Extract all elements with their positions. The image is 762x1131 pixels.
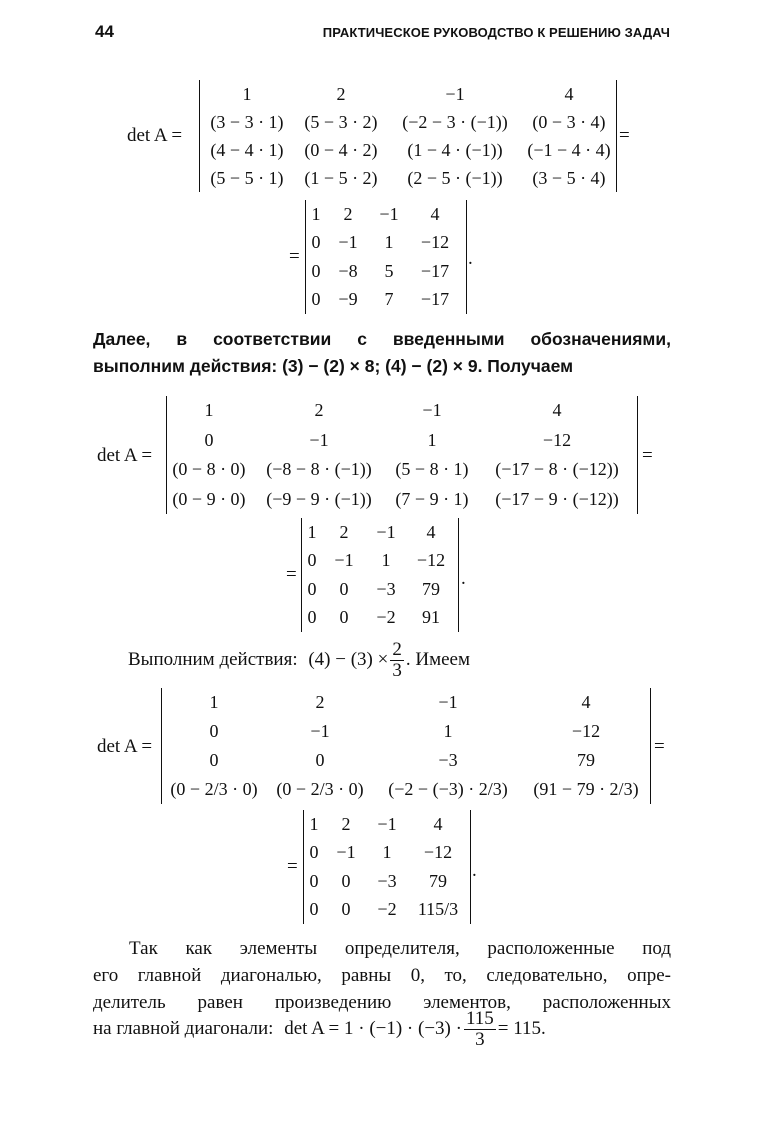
matrix-cell: 0 (307, 607, 317, 628)
matrix-cell: 1 (381, 550, 391, 571)
operation-expression: (4) − (3) × (308, 649, 389, 670)
fraction-numerator: 115 (465, 1008, 494, 1030)
matrix-cell: (−17 − 8 · (−12)) (495, 459, 619, 480)
matrix-cell: 2 (341, 813, 351, 834)
matrix-cell: (7 − 9 · 1) (395, 488, 469, 509)
matrix-cell: −1 (338, 232, 358, 253)
text-line: его главной диагональю, равны 0, то, следовательно, опре- (93, 965, 671, 986)
matrix-cell: (−8 − 8 · (−1)) (266, 459, 372, 480)
matrix-cell: −1 (310, 721, 330, 741)
matrix-cell: −17 (420, 289, 450, 310)
matrix-cell: (−9 − 9 · (−1)) (266, 488, 372, 509)
fraction-denominator: 3 (392, 660, 402, 682)
determinant-matrix (166, 396, 638, 514)
text-line: Далее, в соответствии с введенными обозначениями, (93, 329, 671, 349)
matrix-cell: 2 (336, 83, 346, 104)
matrix-cell: 1 (209, 692, 219, 712)
matrix-cell: 115/3 (417, 899, 459, 920)
matrix-cell: −3 (376, 578, 396, 599)
page-number: 44 (95, 22, 114, 41)
paragraph-1 (93, 326, 671, 380)
fraction-denominator: 3 (475, 1029, 485, 1051)
matrix-cell: 0 (339, 578, 349, 599)
matrix-cell: −12 (416, 550, 446, 571)
det-label: det A = (97, 445, 153, 466)
equals-sign: = (286, 564, 297, 585)
matrix-cell: −1 (422, 400, 442, 421)
matrix-cell: (0 − 2/3 · 0) (170, 779, 258, 799)
matrix-cell: 2 (343, 203, 353, 224)
result-matrix (305, 200, 467, 314)
matrix-cell: 2 (314, 400, 324, 421)
matrix-cell: 0 (311, 289, 321, 310)
matrix-cell: (−17 − 9 · (−12)) (495, 488, 619, 509)
matrix-cell: (5 − 5 · 1) (210, 167, 284, 188)
matrix-cell: (1 − 5 · 2) (304, 167, 378, 188)
matrix-cell: 0 (311, 260, 321, 281)
matrix-cell: (91 − 79 · 2/3) (533, 779, 639, 799)
matrix-cell: −3 (377, 870, 397, 891)
matrix-cell: (0 − 2/3 · 0) (276, 779, 364, 799)
matrix-cell: (−2 − 3 · (−1)) (402, 111, 508, 132)
product-expression: det A = 1 · (−1) · (−3) · (284, 1018, 462, 1039)
matrix-cell: 4 (552, 400, 562, 421)
matrix-cell: 0 (315, 750, 325, 770)
matrix-cell: −1 (334, 550, 354, 571)
determinant-matrix (161, 688, 651, 804)
matrix-cell: −1 (376, 521, 396, 542)
matrix-cell: 1 (307, 521, 317, 542)
paragraph-3 (93, 935, 671, 1016)
matrix-cell: −8 (338, 260, 358, 281)
result-value: = 115. (497, 1018, 546, 1039)
matrix-cell: 0 (309, 899, 319, 920)
matrix-cell: 0 (309, 870, 319, 891)
matrix-cell: (3 − 5 · 4) (532, 167, 606, 188)
result-matrix (301, 518, 459, 632)
matrix-cell: 0 (307, 578, 317, 599)
text-line: делитель равен произведению элементов, расположенных (93, 992, 671, 1013)
matrix-cell: −12 (423, 842, 453, 863)
matrix-cell: 4 (564, 83, 574, 104)
matrix-cell: 1 (309, 813, 319, 834)
matrix-cell: 79 (429, 870, 447, 891)
matrix-cell: 0 (204, 429, 214, 450)
matrix-cell: 79 (422, 578, 440, 599)
result-matrix (303, 810, 471, 924)
matrix-cell: 4 (433, 813, 443, 834)
matrix-cell: (−2 − (−3) · 2/3) (388, 779, 508, 799)
matrix-cell: −1 (377, 813, 397, 834)
text-line: Так как элементы определителя, расположенные под (129, 938, 671, 959)
matrix-cell: −12 (420, 232, 450, 253)
det-label: det A = (97, 736, 153, 757)
det-label: det A = (127, 125, 183, 146)
equals-sign: = (654, 736, 665, 757)
matrix-cell: (0 − 3 · 4) (532, 111, 606, 132)
matrix-cell: 1 (204, 400, 214, 421)
matrix-cell: −1 (438, 692, 458, 712)
matrix-cell: 0 (341, 870, 351, 891)
paragraph-2 (128, 640, 470, 681)
matrix-cell: 1 (443, 721, 453, 741)
matrix-cell: 2 (315, 692, 325, 712)
matrix-cell: 1 (311, 203, 321, 224)
matrix-cell: 91 (422, 607, 440, 628)
matrix-cell: 2 (339, 521, 349, 542)
matrix-cell: (5 − 3 · 2) (304, 111, 378, 132)
matrix-cell: −1 (336, 842, 356, 863)
matrix-cell: 1 (382, 842, 392, 863)
matrix-cell: 1 (384, 232, 394, 253)
matrix-cell: 4 (581, 692, 591, 712)
matrix-cell: −2 (377, 899, 397, 920)
matrix-cell: −1 (309, 429, 329, 450)
matrix-cell: (3 − 3 · 1) (210, 111, 284, 132)
equals-sign: = (289, 246, 300, 267)
matrix-cell: (0 − 4 · 2) (304, 139, 378, 160)
matrix-cell: (1 − 4 · (−1)) (407, 139, 503, 160)
matrix-cell: 0 (311, 232, 321, 253)
running-title: ПРАКТИЧЕСКОЕ РУКОВОДСТВО К РЕШЕНИЮ ЗАДАЧ (322, 25, 670, 40)
matrix-cell: −17 (420, 260, 450, 281)
matrix-cell: 0 (209, 750, 219, 770)
page-header (95, 22, 670, 46)
text-run: на главной диагонали: (93, 1018, 274, 1039)
matrix-cell: 79 (577, 750, 595, 770)
matrix-cell: (−1 − 4 · 4) (527, 139, 611, 160)
matrix-cell: (4 − 4 · 1) (210, 139, 284, 160)
matrix-cell: 5 (384, 260, 394, 281)
matrix-cell: −12 (542, 429, 572, 450)
matrix-cell: (5 − 8 · 1) (395, 459, 469, 480)
matrix-cell: 7 (384, 289, 394, 310)
matrix-cell: −1 (379, 203, 399, 224)
text-run: Выполним действия: (128, 649, 298, 670)
matrix-cell: 0 (307, 550, 317, 571)
fraction (464, 1009, 496, 1050)
paragraph-3-final-line (93, 1007, 546, 1051)
matrix-cell: 0 (339, 607, 349, 628)
matrix-cell: 1 (242, 83, 252, 104)
matrix-cell: 0 (341, 899, 351, 920)
period: . (461, 568, 466, 589)
matrix-cell: −1 (445, 83, 465, 104)
matrix-cell: −2 (376, 607, 396, 628)
fraction (390, 640, 404, 681)
matrix-cell: −9 (338, 289, 358, 310)
matrix-cell: 4 (430, 203, 440, 224)
period: . (472, 860, 477, 881)
matrix-cell: 4 (426, 521, 436, 542)
matrix-cell: −3 (438, 750, 458, 770)
fraction-numerator: 2 (392, 639, 402, 661)
matrix-cell: −12 (571, 721, 601, 741)
matrix-cell: 1 (427, 429, 437, 450)
matrix-cell: 0 (209, 721, 219, 741)
matrix-cell: (2 − 5 · (−1)) (407, 167, 503, 188)
matrix-cell: (0 − 8 · 0) (172, 459, 246, 480)
text-run: . Имеем (405, 649, 470, 670)
period: . (468, 248, 473, 269)
matrix-cell: (0 − 9 · 0) (172, 488, 246, 509)
equals-sign: = (619, 125, 630, 146)
matrix-cell: 0 (309, 842, 319, 863)
equals-sign: = (287, 856, 298, 877)
equals-sign: = (642, 445, 653, 466)
determinant-matrix (199, 80, 617, 192)
text-line: выполним действия: (3) − (2) × 8; (4) − (2) × 9. Получаем (93, 356, 574, 376)
